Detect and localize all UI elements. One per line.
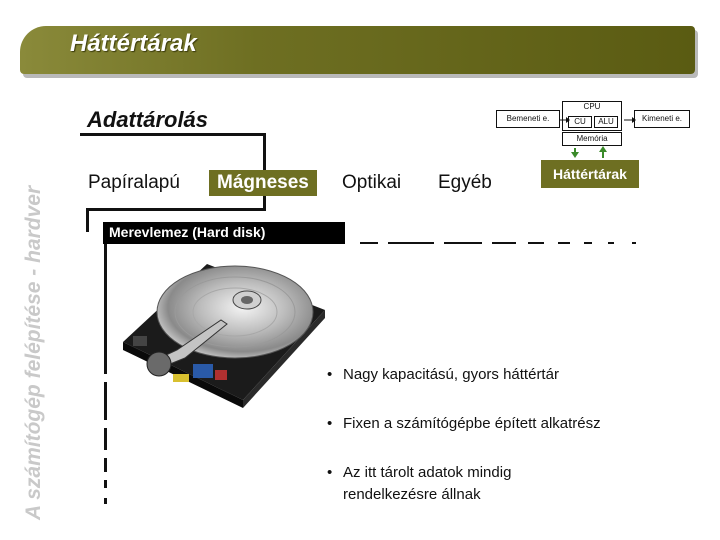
dash bbox=[360, 242, 378, 244]
storage-box: Háttértárak bbox=[541, 160, 639, 188]
slide-title: Háttértárak bbox=[70, 30, 197, 57]
bullet-dot-icon: • bbox=[327, 415, 333, 432]
category-other: Egyéb bbox=[438, 172, 492, 193]
dash bbox=[558, 242, 570, 244]
category-magnetic: Mágneses bbox=[209, 170, 317, 196]
tree-line bbox=[230, 133, 265, 136]
vertical-dash bbox=[104, 244, 107, 374]
dash bbox=[528, 242, 544, 244]
dash bbox=[632, 242, 636, 244]
category-paper: Papíralapú bbox=[88, 172, 180, 193]
dash bbox=[444, 242, 482, 244]
hard-disk-header bbox=[103, 222, 345, 244]
category-optical: Optikai bbox=[342, 172, 402, 193]
vertical-dash bbox=[104, 498, 107, 504]
dash bbox=[584, 242, 592, 244]
tree-line bbox=[86, 208, 89, 232]
dash bbox=[492, 242, 516, 244]
cpu-label: CPU bbox=[583, 102, 601, 111]
memory-box: Memória bbox=[562, 132, 622, 146]
input-device-box: Bemeneti e. bbox=[496, 110, 560, 128]
tree-line bbox=[263, 133, 266, 171]
vertical-dash bbox=[104, 458, 107, 472]
bullet-dot-icon: • bbox=[327, 464, 333, 481]
dash bbox=[608, 242, 614, 244]
dash bbox=[388, 242, 434, 244]
tree-line bbox=[86, 208, 266, 211]
output-device-box: Kimeneti e. bbox=[634, 110, 690, 128]
hard-disk-icon bbox=[115, 250, 333, 410]
hard-disk-header-label: Merevlemez (Hard disk) bbox=[109, 224, 266, 240]
diagram-arrows bbox=[548, 112, 648, 162]
heading: Adattárolás bbox=[87, 107, 209, 132]
vertical-dash bbox=[104, 428, 107, 450]
heading-underline bbox=[80, 133, 230, 136]
vertical-dash bbox=[104, 382, 107, 420]
alu-box: ALU bbox=[594, 116, 618, 128]
cu-box: CU bbox=[568, 116, 592, 128]
bullet-dot-icon: • bbox=[327, 366, 333, 383]
side-caption: A számítógép felépítése - hardver bbox=[22, 185, 45, 520]
title-bar bbox=[20, 26, 695, 74]
vertical-dash bbox=[104, 480, 107, 488]
